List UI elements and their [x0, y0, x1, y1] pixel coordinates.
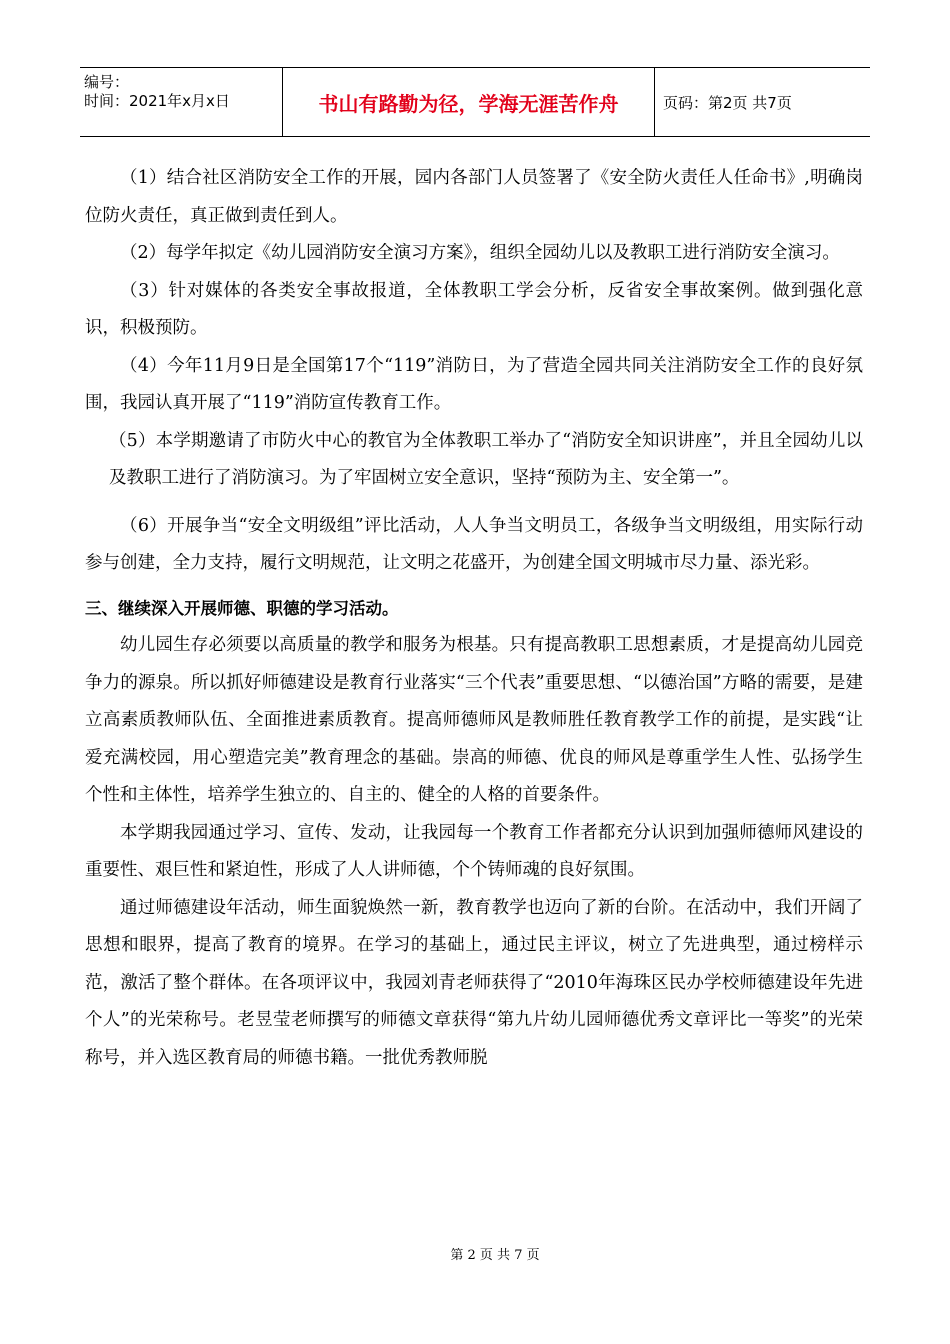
- header-page-info: 页码：第2页 共7页: [663, 93, 792, 112]
- paragraph-8: 本学期我园通过学习、宣传、发动，让我园每一个教育工作者都充分认识到加强师德师风建设的重要性、艰巨性和紧迫性，形成了人人讲师德，个个铸师魂的良好氛围。: [85, 822, 863, 880]
- paragraph-2: （2）每学年拟定《幼儿园消防安全演习方案》，组织全园幼儿以及教职工进行消防安全演习。: [120, 243, 840, 263]
- paragraph-1: （1）结合社区消防安全工作的开展，园内各部门人员签署了《安全防火责任人任命书》,明确岗位防火责任，真正做到责任到人。: [85, 168, 863, 226]
- paragraph-5: （5）本学期邀请了市防火中心的教官为全体教职工举办了“消防安全知识讲座”，并且全园幼儿以及教职工进行了消防演习。为了牢固树立安全意识，坚持“预防为主、安全第一”。: [109, 430, 863, 488]
- document-body: [85, 160, 863, 1077]
- paragraph-4: （4）今年11月9日是全国第17个“119”消防日，为了营造全园共同关注消防安全工作的良好氛围，我园认真开展了“119”消防宣传教育工作。: [85, 355, 863, 413]
- page-header: [80, 67, 870, 137]
- number-label: 编号：: [84, 73, 130, 91]
- paragraph-9: 通过师德建设年活动，师生面貌焕然一新，教育教学也迈向了新的台阶。在活动中，我们开阔了思想和眼界，提高了教育的境界。在学习的基础上，通过民主评议，树立了先进典型，通过榜样示范，激活了整个群体。在各项评议中，我园刘青老师获得了“2010年海珠区民办学校师德建设年先进个人”的光荣称号。老昱莹老师撰写的师德文章获得“第九片幼儿园师德优秀文章评比一等奖”的光荣称号，并入选区教育局的师德书籍。一批优秀教师脱: [85, 897, 863, 1068]
- paragraph-7: 幼儿园生存必须要以高质量的教学和服务为根基。只有提高教职工思想素质，才是提高幼儿园竞争力的源泉。所以抓好师德建设是教育行业落实“三个代表”重要思想、“以德治国”方略的需要，是建立高素质教师队伍、全面推进素质教育。提高师德师风是教师胜任教育教学工作的前提，是实践“让爱充满校园，用心塑造完美”教育理念的基础。崇高的师德、优良的师风是尊重学生人性、弘扬学生个性和主体性，培养学生独立的、自主的、健全的人格的首要条件。: [85, 635, 863, 805]
- section-heading: 三、继续深入开展师德、职德的学习活动。: [85, 598, 399, 618]
- time-label: 时间：2021年x月x日: [84, 92, 230, 110]
- paragraph-3: （3）针对媒体的各类安全事故报道，全体教职工学会分析，反省安全事故案例。做到强化意识，积极预防。: [85, 280, 863, 338]
- header-motto: 书山有路勤为径，学海无涯苦作舟: [283, 68, 655, 136]
- header-meta: [80, 68, 283, 136]
- page-footer: 第 2 页 共 7 页: [450, 1248, 540, 1263]
- paragraph-6: （6）开展争当“安全文明级组”评比活动，人人争当文明员工，各级争当文明级组，用实际行动参与创建，全力支持，履行文明规范，让文明之花盛开，为创建全国文明城市尽力量、添光彩。: [85, 515, 863, 573]
